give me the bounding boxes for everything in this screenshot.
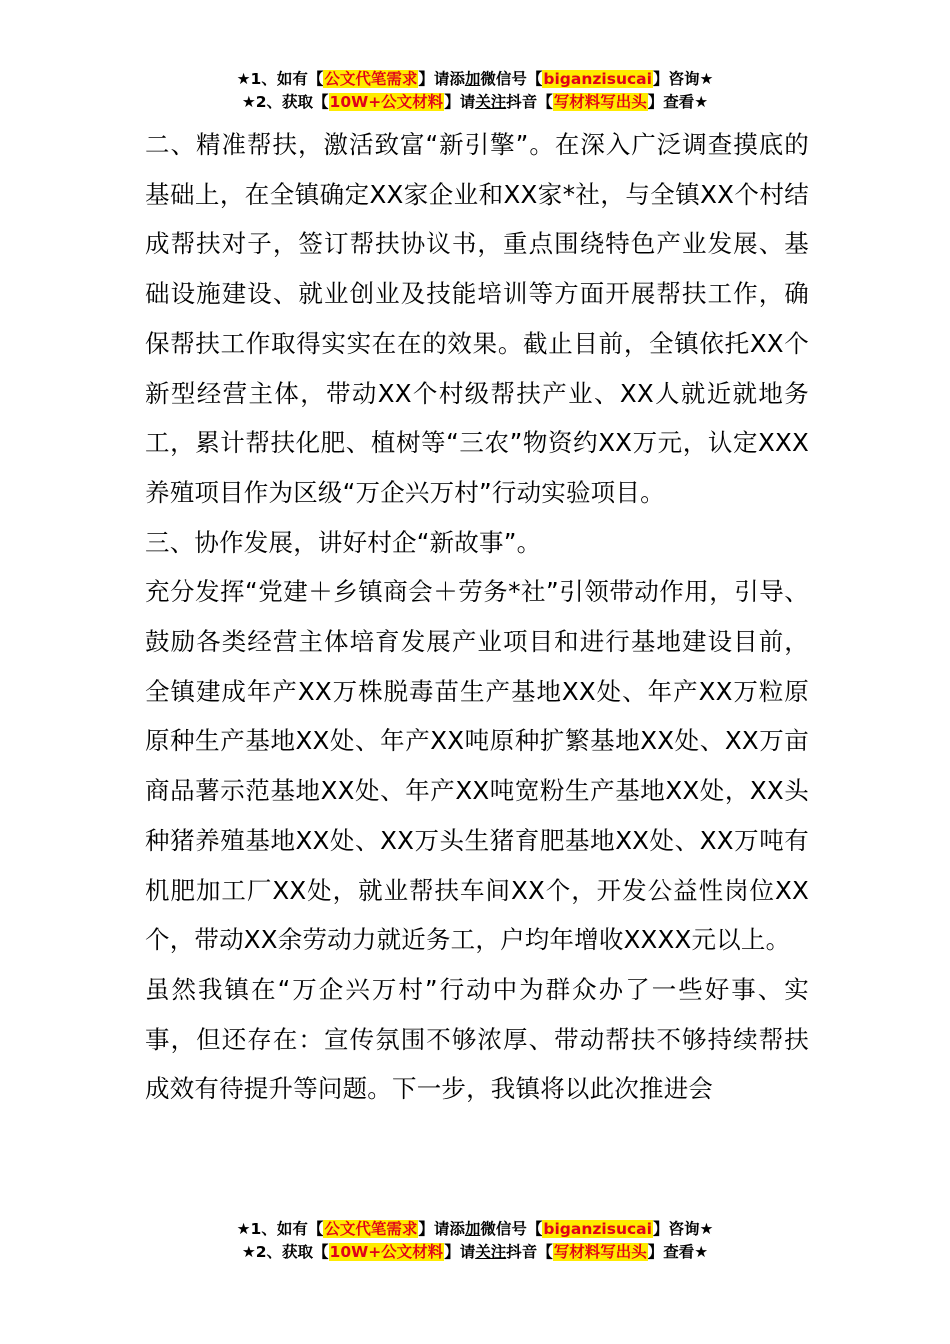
banner-line-2 xyxy=(0,91,950,114)
banner-underline: 加 xyxy=(464,1220,481,1238)
header-banner xyxy=(0,68,950,114)
banner-highlight: 10W+公文材料 xyxy=(329,93,444,111)
banner-text: 】查看★ xyxy=(647,93,709,111)
paragraph-section-three: 充分发挥“党建＋乡镇商会＋劳务*社”引领带动作用，引导、鼓励各类经营主体培育发展产业项目和进行基地建设目前，全镇建成年产XX万株脱毒苗生产基地XX处、年产XX万粒原原种生产基地XX处、年产XX吨原种扩繁基地XX处、XX万亩商品薯示范基地XX处、年产XX吨宽粉生产基地XX处，XX头种猪养殖基地XX处、XX万头生猪育肥基地XX处、XX万吨有机肥加工厂XX处，就业帮扶车间XX个，开发公益性岗位XX个，带动XX余劳动力就近务工，户均年增收XXXX元以上。 xyxy=(145,577,809,955)
banner-text: 】查看★ xyxy=(647,1243,709,1261)
banner-text: 】请 xyxy=(444,93,476,111)
document-body xyxy=(145,120,809,1114)
banner-highlight: biganzisucai xyxy=(543,70,652,88)
banner-text: 抖音【 xyxy=(506,1243,553,1261)
banner-text: 微信号【 xyxy=(480,70,543,88)
heading-section-three: 三、协作发展，讲好村企“新故事”。 xyxy=(145,527,542,557)
banner-text: ★2、获取【 xyxy=(241,93,329,111)
banner-text: 抖音【 xyxy=(506,93,553,111)
footer-banner xyxy=(0,1218,950,1264)
banner-highlight: 公文代笔需求 xyxy=(324,1220,418,1238)
banner-text: ★1、如有【 xyxy=(236,70,324,88)
banner-text: 】咨询★ xyxy=(652,70,714,88)
banner-line-2 xyxy=(0,1241,950,1264)
banner-highlight: biganzisucai xyxy=(543,1220,652,1238)
banner-line-1 xyxy=(0,68,950,91)
banner-highlight: 公文代笔需求 xyxy=(324,70,418,88)
banner-underline: 关注 xyxy=(475,1243,507,1261)
banner-text: 】请 xyxy=(444,1243,476,1261)
paragraph-summary: 虽然我镇在“万企兴万村”行动中为群众办了一些好事、实事，但还存在：宣传氛围不够浓厚、带动帮扶不够持续帮扶成效有待提升等问题。下一步，我镇将以此次推进会 xyxy=(145,974,809,1104)
banner-underline: 加 xyxy=(464,70,481,88)
banner-highlight: 10W+公文材料 xyxy=(329,1243,444,1261)
paragraph-section-two: 二、精准帮扶，激活致富“新引擎”。在深入广泛调查摸底的基础上，在全镇确定XX家企业和XX家*社，与全镇XX个村结成帮扶对子，签订帮扶协议书，重点围绕特色产业发展、基础设施建设、就业创业及技能培训等方面开展帮扶工作，确保帮扶工作取得实实在在的效果。截止目前，全镇依托XX个新型经营主体，带动XX个村级帮扶产业、XX人就近就地务工，累计帮扶化肥、植树等“三农”物资约XX万元，认定XXX养殖项目作为区级“万企兴万村”行动实验项目。 xyxy=(145,130,809,507)
banner-underline: 关注 xyxy=(475,93,507,111)
banner-text: ★1、如有【 xyxy=(236,1220,324,1238)
banner-line-1 xyxy=(0,1218,950,1241)
banner-text: 微信号【 xyxy=(480,1220,543,1238)
banner-text: 】请添 xyxy=(418,1220,465,1238)
banner-highlight: 写材料写出头 xyxy=(553,93,647,111)
banner-text: 】请添 xyxy=(418,70,465,88)
banner-text: ★2、获取【 xyxy=(241,1243,329,1261)
banner-highlight: 写材料写出头 xyxy=(553,1243,647,1261)
banner-text: 】咨询★ xyxy=(652,1220,714,1238)
